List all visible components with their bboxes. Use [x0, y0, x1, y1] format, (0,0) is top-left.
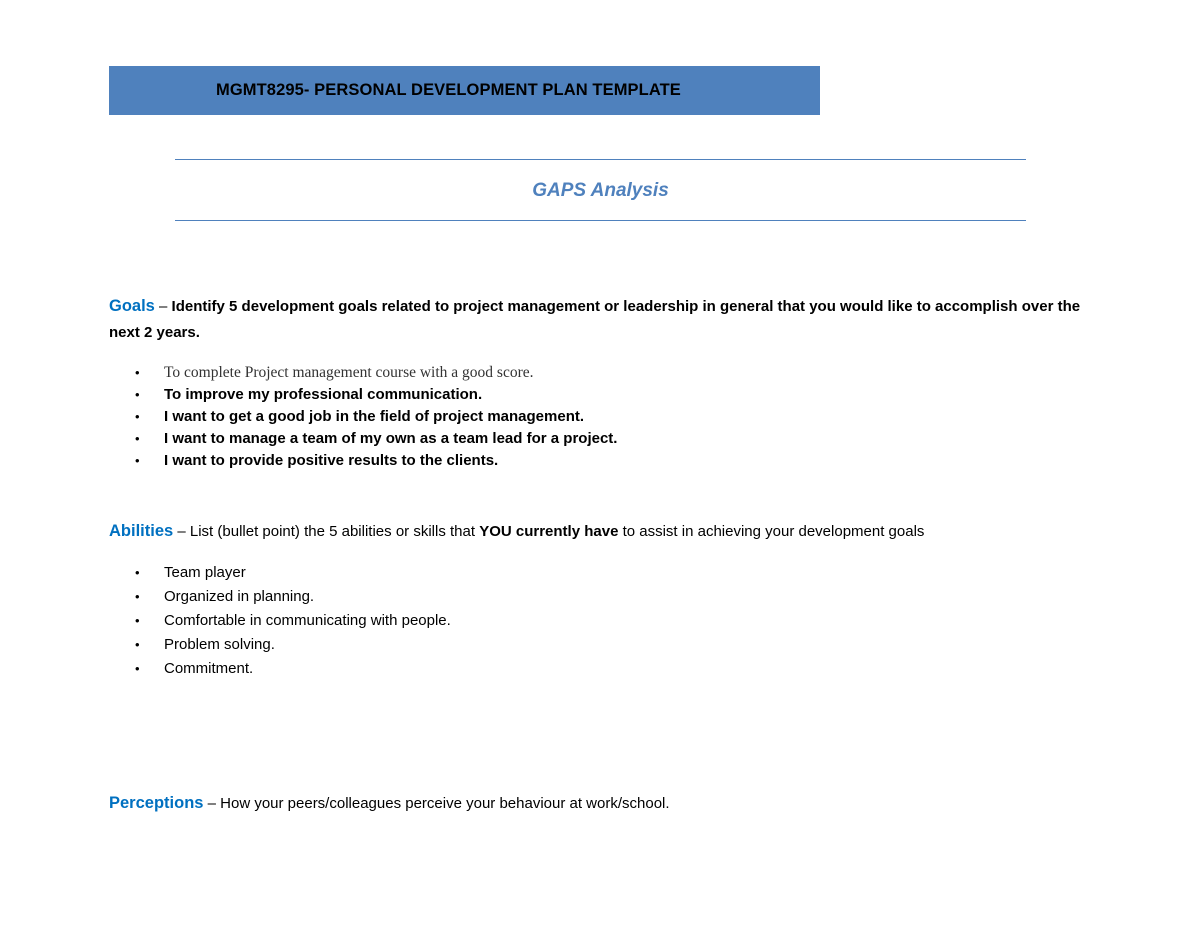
- list-item: [109, 428, 617, 450]
- abilities-dash: –: [173, 523, 190, 540]
- perceptions-description: How your peers/colleagues perceive your behaviour at work/school.: [220, 795, 670, 812]
- goal-item-3: I want to get a good job in the field of project management.: [164, 408, 585, 425]
- goal-item-5: I want to provide positive results to the clients.: [164, 452, 499, 469]
- abilities-description-end: to assist in achieving your development goals: [618, 523, 925, 540]
- goals-list: [109, 362, 617, 472]
- bullet-icon: •: [135, 613, 140, 628]
- list-item: [109, 657, 451, 681]
- bullet-icon: •: [135, 661, 140, 676]
- list-item: [109, 384, 617, 406]
- perceptions-section: [109, 790, 1089, 817]
- ability-item-4: Problem solving.: [164, 636, 275, 653]
- list-item: [109, 609, 451, 633]
- bullet-icon: •: [135, 637, 140, 652]
- goals-description: Identify 5 development goals related to project management or leadership in general that you would like to accomplish over the next 2 years.: [109, 298, 1081, 341]
- ability-item-2: Organized in planning.: [164, 588, 315, 605]
- ability-item-1: Team player: [164, 564, 246, 581]
- goals-section: [109, 293, 1089, 346]
- bullet-icon: •: [135, 431, 140, 446]
- bullet-icon: •: [135, 365, 140, 380]
- list-item: [109, 561, 451, 585]
- list-item: [109, 450, 617, 472]
- subtitle-bottom-rule: [175, 220, 1026, 221]
- bullet-icon: •: [135, 589, 140, 604]
- ability-item-3: Comfortable in communicating with people.: [164, 612, 451, 629]
- bullet-icon: •: [135, 409, 140, 424]
- list-item: [109, 633, 451, 657]
- abilities-description-start: List (bullet point) the 5 abilities or skills that: [189, 523, 480, 540]
- goal-item-2: To improve my professional communication.: [164, 386, 483, 403]
- ability-item-5: Commitment.: [164, 660, 254, 677]
- list-item: [109, 585, 451, 609]
- abilities-heading: Abilities: [109, 522, 174, 540]
- subtitle-top-rule: [175, 159, 1026, 160]
- document-title: MGMT8295- PERSONAL DEVELOPMENT PLAN TEMPLATE: [216, 81, 681, 99]
- perceptions-dash: –: [203, 795, 221, 812]
- abilities-description-emphasis: YOU currently have: [479, 523, 619, 540]
- section-subtitle: GAPS Analysis: [532, 180, 669, 201]
- abilities-section: [109, 518, 1089, 545]
- bullet-icon: •: [135, 387, 140, 402]
- list-item: [109, 406, 617, 428]
- perceptions-heading: Perceptions: [109, 794, 204, 812]
- goal-item-4: I want to manage a team of my own as a team lead for a project.: [164, 430, 618, 447]
- abilities-list: [109, 561, 451, 681]
- list-item: [109, 362, 617, 384]
- bullet-icon: •: [135, 565, 140, 580]
- header-banner: [109, 66, 820, 115]
- bullet-icon: •: [135, 453, 140, 468]
- goals-dash: –: [154, 298, 172, 315]
- goal-item-1: To complete Project management course with a good score.: [164, 364, 534, 381]
- goals-heading: Goals: [109, 297, 155, 315]
